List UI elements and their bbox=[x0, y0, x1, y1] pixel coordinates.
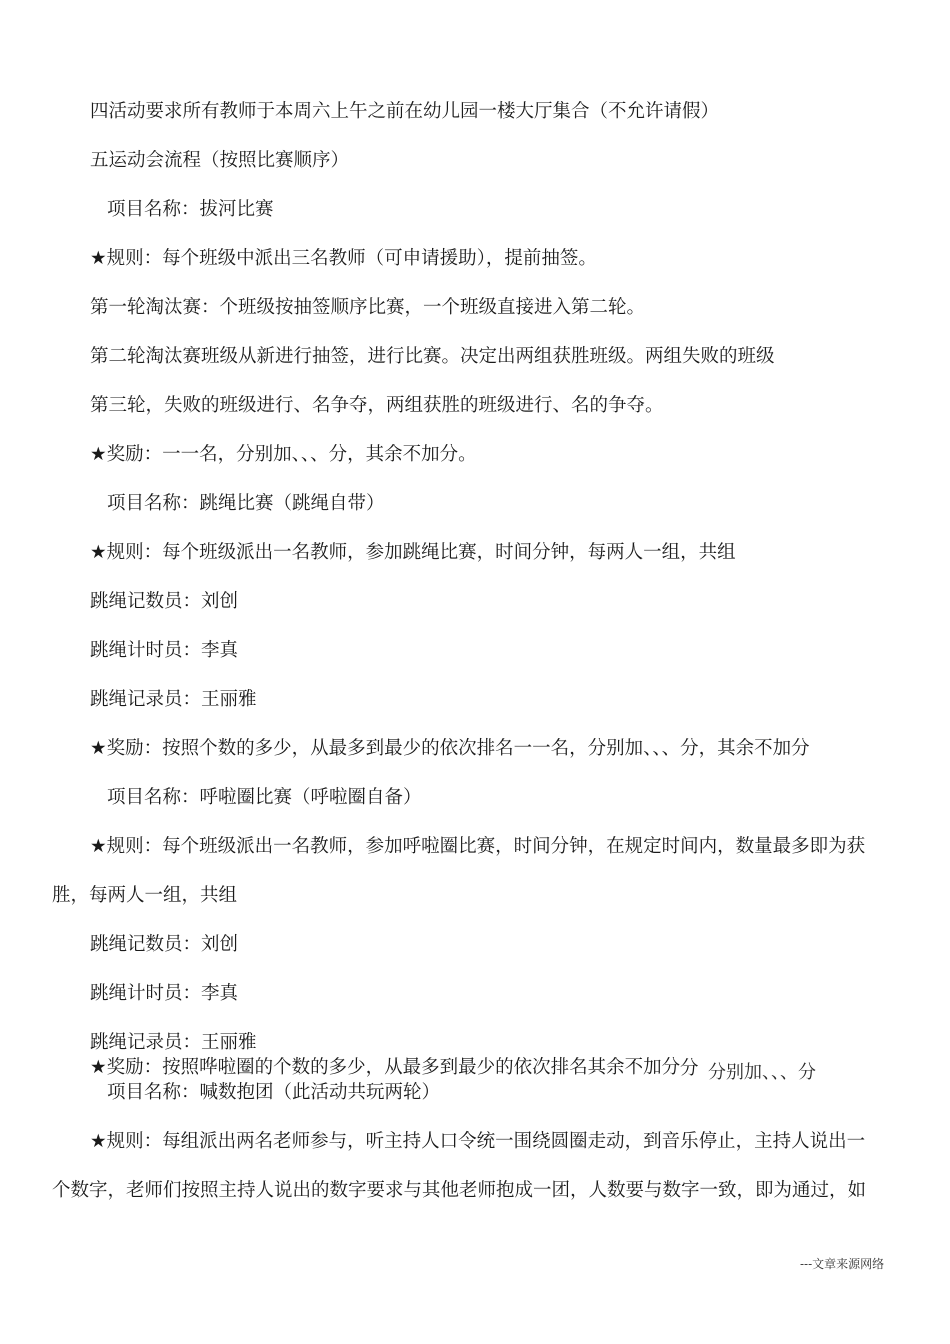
event-title-number-hug: 项目名称：喊数抱团（此活动共玩两轮） bbox=[107, 1082, 441, 1103]
rule-line: ★规则：每个班级派出一名教师，参加呼啦圈比赛，时间分钟，在规定时间内，数量最多即为获 bbox=[90, 836, 866, 857]
round-line: 第三轮，失败的班级进行、名争夺，两组获胜的班级进行、名的争夺。 bbox=[90, 395, 664, 416]
section-requirement: 四活动要求所有教师于本周六上午之前在幼儿园一楼大厅集合（不允许请假） bbox=[90, 101, 720, 122]
round-line: 第一轮淘汰赛：个班级按抽签顺序比赛，一个班级直接进入第二轮。 bbox=[90, 297, 646, 318]
source-footer: ---文章来源网络 bbox=[800, 1257, 885, 1271]
rule-line-continued: 胜，每两人一组，共组 bbox=[52, 885, 238, 906]
rule-line: ★规则：每组派出两名老师参与，听主持人口令统一围绕圆圈走动，到音乐停止，主持人说出一 bbox=[90, 1131, 866, 1152]
event-title-hula-hoop: 项目名称：呼啦圈比赛（呼啦圈自备） bbox=[107, 787, 422, 808]
staff-line: 跳绳计时员：李真 bbox=[90, 983, 239, 1004]
overlap-glyph: 分 bbox=[680, 1058, 699, 1079]
event-title-tug-of-war: 项目名称：拔河比赛 bbox=[107, 199, 274, 220]
staff-line: 跳绳记录员：王丽雅 bbox=[90, 689, 257, 710]
section-heading-process: 五运动会流程（按照比赛顺序） bbox=[90, 150, 350, 171]
staff-line: 跳绳计时员：李真 bbox=[90, 640, 239, 661]
round-line: 第二轮淘汰赛班级从新进行抽签，进行比赛。决定出两组获胜班级。两组失败的班级 bbox=[90, 346, 775, 367]
event-title-jump-rope: 项目名称：跳绳比赛（跳绳自带） bbox=[107, 493, 385, 514]
rule-line-continued: 个数字，老师们按照主持人说出的数字要求与其他老师抱成一团，人数要与数字一致，即为通过，如 bbox=[52, 1180, 867, 1201]
reward-line: ★奖励：按照哗啦圈的个数的多少，从最多到最少的依次排名其余不加分 bbox=[90, 1057, 681, 1078]
staff-line: 跳绳记录员：王丽雅 bbox=[90, 1032, 257, 1053]
overflow-text: 分别加、、、分 bbox=[708, 1062, 816, 1083]
staff-line: 跳绳记数员：刘创 bbox=[90, 934, 239, 955]
reward-line: ★奖励：一一名，分别加、、、分，其余不加分。 bbox=[90, 444, 477, 465]
reward-line: ★奖励：按照个数的多少，从最多到最少的依次排名一一名，分别加、、、分，其余不加分 bbox=[90, 738, 810, 759]
staff-line: 跳绳记数员：刘创 bbox=[90, 591, 239, 612]
rule-line: ★规则：每个班级中派出三名教师（可申请援助），提前抽签。 bbox=[90, 248, 597, 269]
rule-line: ★规则：每个班级派出一名教师，参加跳绳比赛，时间分钟，每两人一组，共组 bbox=[90, 542, 736, 563]
